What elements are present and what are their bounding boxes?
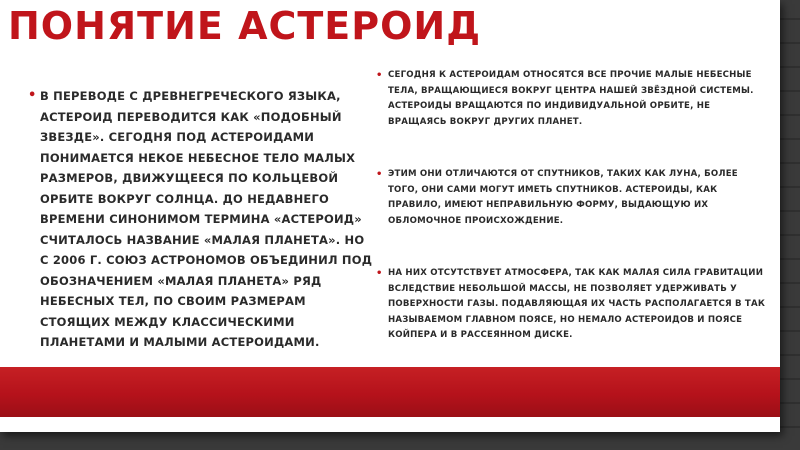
right-bullet-item [376,68,768,130]
left-body-text: АСТЕРОИД ПЕРЕВОДИТСЯ КАК «ПОДОБНЫЙ ЗВЕЗДЕ». СЕГОДНЯ ПОД АСТЕРОИДАМИ ПОНИМАЕТСЯ НЕКОЕ НЕБЕСНОЕ ТЕЛО МАЛЫХ РАЗМЕРОВ, ДВИЖУЩЕЕСЯ ПО КОЛЬЦЕВОЙ ОРБИТЕ ВОКРУГ СОЛНЦА. ДО НЕДАВНЕГО ВРЕМЕНИ СИНОНИМОМ ТЕРМИНА «АСТЕРОИД» СЧИТАЛОСЬ НАЗВАНИЕ «МАЛАЯ ПЛАНЕТА». НО С 2006 Г. СОЮЗ АСТРОНОМОВ ОБЪЕДИНИЛ ПОД ОБОЗНАЧЕНИЕМ «МАЛАЯ ПЛАНЕТА» РЯД НЕБЕСНЫХ ТЕЛ, ПО СВОИМ РАЗМЕРАМ СТОЯЩИХ МЕЖДУ КЛАССИЧЕСКИМИ ПЛАНЕТАМИ И МАЛЫМИ АСТЕРОИДАМИ. [40,109,373,349]
right-paragraph-text: СЕГОДНЯ К АСТЕРОИДАМ ОТНОСЯТСЯ ВСЕ ПРОЧИЕ МАЛЫЕ НЕБЕСНЫЕ ТЕЛА, ВРАЩАЮЩИЕСЯ ВОКРУГ ЦЕНТРА НАШЕЙ ЗВЁЗДНОЙ СИСТЕМЫ. АСТЕРОИДЫ ВРАЩАЮТСЯ ПО ИНДИВИДУАЛЬНОЙ ОРБИТЕ, НЕ ВРАЩАЯСЬ ВОКРУГ ДРУГИХ ПЛАНЕТ. [388,70,754,127]
left-bullet-item [28,86,376,107]
right-bullet-item [376,167,768,229]
right-paragraph-text: НА НИХ ОТСУТСТВУЕТ АТМОСФЕРА, ТАК КАК МАЛАЯ СИЛА ГРАВИТАЦИИ ВСЛЕДСТВИЕ НЕБОЛЬШОЙ МАССЫ, НЕ ПОЗВОЛЯЕТ УДЕРЖИВАТЬ У ПОВЕРХНОСТИ ГАЗЫ. ПОДАВЛЯЮЩАЯ ИХ ЧАСТЬ РАСПОЛАГАЕТСЯ В ТАК НАЗЫВАЕМОМ ГЛАВНОМ ПОЯСЕ, НО НЕМАЛО АСТЕРОИДОВ И ПОЯСЕ КОЙПЕРА И В РАССЕЯННОМ ДИСКЕ. [388,268,766,340]
bullet-icon: • [376,268,383,279]
right-paragraph-text: ЭТИМ ОНИ ОТЛИЧАЮТСЯ ОТ СПУТНИКОВ, ТАКИХ КАК ЛУНА, БОЛЕЕ ТОГО, ОНИ САМИ МОГУТ ИМЕТЬ СПУТНИКОВ. АСТЕРОИДЫ, КАК ПРАВИЛО, ИМЕЮТ НЕПРАВИЛЬНУЮ ФОРМУ, ВЫДАЮЩУЮ ИХ ОБЛОМОЧНОЕ ПРОИСХОЖДЕНИЕ. [388,169,738,226]
slide-title: ПОНЯТИЕ АСТЕРОИД [8,4,482,48]
bullet-icon: • [28,88,37,103]
right-bullet-item [376,266,768,344]
right-text-block [376,68,768,381]
left-lead-text: В ПЕРЕВОДЕ С ДРЕВНЕГРЕЧЕСКОГО ЯЗЫКА, [40,89,341,103]
bullet-icon: • [376,169,383,180]
bullet-icon: • [376,70,383,81]
red-accent-band [0,367,780,417]
left-text-block [28,86,376,353]
